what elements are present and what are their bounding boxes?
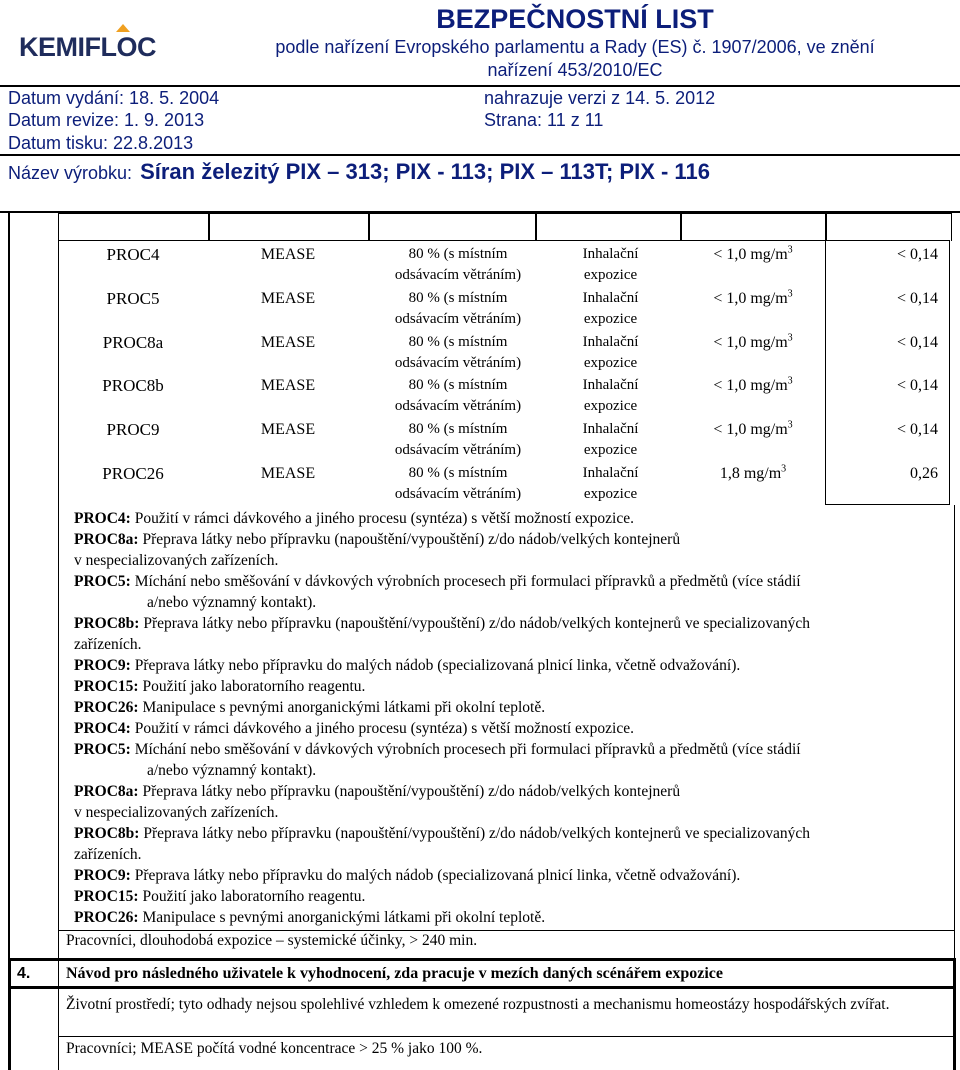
efficiency-line-1: 80 % (s místním	[408, 465, 508, 481]
proc-note-continuation: a/nebo významný kontakt).	[147, 762, 317, 779]
exposure-unit-exponent: 3	[781, 463, 787, 475]
proc-note	[74, 571, 948, 613]
regulation-line-1: podle nařízení Evropského parlamentu a Rady (ES) č. 1907/2006, ve znění	[275, 37, 875, 57]
proc-note-text: Přeprava látky nebo přípravku do malých nádob (specializovaná plnicí linka, včetně odvažování).	[130, 867, 741, 884]
print-date: Datum tisku: 22.8.2013	[8, 133, 194, 153]
proc-code: PROC8a	[102, 332, 164, 352]
route-line-1: Inhalační	[582, 289, 639, 306]
proc-note-code: PROC8b:	[74, 825, 140, 842]
proc-note-text: Přeprava látky nebo přípravku (napouštění/vypouštění) z/do nádob/velkých kontejnerů	[138, 531, 681, 548]
table-rule	[58, 240, 950, 241]
proc-note-text: Přeprava látky nebo přípravku do malých nádob (specializovaná plnicí linka, včetně odvažování).	[130, 657, 741, 674]
document-title: BEZPEČNOSTNÍ LIST	[436, 4, 714, 34]
route-line-1: Inhalační	[582, 377, 639, 394]
route-line-2: expozice	[583, 310, 638, 327]
exposure-unit-exponent: 3	[787, 244, 793, 256]
proc-note	[74, 865, 948, 886]
table-header-cell	[368, 213, 537, 241]
assessment-tool: MEASE	[260, 246, 316, 263]
table-header-cell	[208, 213, 370, 241]
proc-code: PROC8b	[102, 376, 164, 396]
proc-note-text: Přeprava látky nebo přípravku (napouštění/vypouštění) z/do nádob/velkých kontejnerů	[138, 783, 681, 800]
proc-note-code: PROC4:	[74, 510, 131, 527]
route-cell	[528, 244, 693, 288]
exposure-value	[678, 332, 828, 376]
proc-note	[74, 655, 948, 676]
route-cell	[528, 288, 693, 332]
table-header-cell	[825, 213, 952, 241]
efficiency-line-1: 80 % (s místním	[408, 421, 508, 438]
route-cell	[528, 419, 693, 463]
proc-note	[74, 739, 948, 781]
proc-note-text: Použití jako laboratorního reagentu.	[138, 888, 366, 905]
proc-note-text: Míchání nebo směšování v dávkových výrobních procesech při formulaci přípravků a předmětů (více stádií	[130, 573, 801, 590]
revision-date: Datum revize: 1. 9. 2013	[8, 110, 205, 130]
section-4-right-rule	[953, 958, 956, 1070]
proc-note	[74, 718, 948, 739]
exposure-value-text: 1,8 mg/m	[719, 465, 782, 482]
proc-note	[74, 823, 948, 865]
document-header	[0, 0, 960, 213]
assessment-tool: MEASE	[260, 465, 316, 482]
exposure-value-text: < 1,0 mg/m	[713, 289, 788, 307]
route-line-1: Inhalační	[582, 333, 639, 350]
header-divider	[0, 85, 960, 87]
table-header-cell	[680, 213, 827, 241]
proc-note-code: PROC5:	[74, 573, 131, 590]
exposure-value-text: < 1,0 mg/m	[713, 421, 788, 439]
workers-long-term-line: Pracovníci, dlouhodobá expozice – systemické účinky, > 240 min.	[66, 932, 478, 949]
proc-note	[74, 508, 948, 529]
table-row	[58, 463, 948, 507]
assessment-tool: MEASE	[260, 421, 316, 439]
proc-note-continuation: zařízeních.	[74, 636, 142, 653]
efficiency-line-2: odsávacím větráním)	[394, 486, 522, 502]
proc-note-code: PROC8b:	[74, 615, 140, 632]
proc-note-code: PROC15:	[74, 678, 139, 695]
efficiency-line-1: 80 % (s místním	[408, 333, 508, 350]
efficiency-line-1: 80 % (s místním	[408, 377, 508, 394]
section-4-top-rule	[8, 958, 956, 961]
replaces-version: nahrazuje verzi z 14. 5. 2012	[484, 88, 716, 108]
route-line-1: Inhalační	[582, 421, 639, 438]
exposure-unit-exponent: 3	[787, 288, 793, 300]
proc-note	[74, 781, 948, 823]
exposure-value-text: < 1,0 mg/m	[713, 377, 788, 395]
exposure-table	[58, 213, 950, 513]
section-4-workers-text: Pracovníci; MEASE počítá vodné koncentrace > 25 % jako 100 %.	[66, 1040, 483, 1057]
assessment-tool: MEASE	[260, 289, 316, 307]
table-row	[58, 332, 948, 376]
page-number: Strana: 11 z 11	[484, 110, 604, 130]
exposure-value	[678, 288, 828, 332]
proc-note-code: PROC26:	[74, 909, 139, 926]
proc-note-text: Míchání nebo směšování v dávkových výrobních procesech při formulaci přípravků a předmětů (více stádií	[130, 741, 801, 758]
proc-note	[74, 613, 948, 655]
logo-accent-icon	[116, 24, 130, 32]
exposure-unit-exponent: 3	[787, 332, 793, 344]
proc-note-text: Přeprava látky nebo přípravku (napouštění/vypouštění) z/do nádob/velkých kontejnerů ve specializovaných	[139, 615, 811, 632]
exposure-value-text: < 1,0 mg/m	[713, 333, 788, 351]
route-cell	[528, 332, 693, 376]
header-divider-2	[0, 154, 960, 156]
efficiency-line-2: odsávacím větráním)	[394, 398, 522, 415]
efficiency-line-2: odsávacím větráním)	[394, 354, 522, 371]
proc-note	[74, 907, 948, 928]
proc-code: PROC5	[106, 288, 160, 308]
assessment-tool: MEASE	[260, 333, 316, 351]
exposure-value	[678, 419, 828, 463]
table-row	[58, 419, 948, 463]
route-line-2: expozice	[583, 354, 638, 371]
product-name: Síran železitý PIX – 313; PIX - 113; PIX – 113T; PIX - 116	[140, 159, 710, 184]
section-4-environment-text: Životní prostředí; tyto odhady nejsou spolehlivé vzhledem k omezené rozpustnosti a mechanismu homeostázy hospodářských zvířat.	[66, 996, 890, 1013]
route-line-2: expozice	[583, 486, 638, 502]
exposure-value-text: < 1,0 mg/m	[713, 246, 788, 263]
notes-right-border	[954, 505, 955, 958]
proc-note	[74, 676, 948, 697]
section-4-title: Návod pro následného uživatele k vyhodnocení, zda pracuje v mezích daných scénářem expozice	[66, 965, 724, 982]
kemifloc-logo	[19, 24, 159, 68]
assessment-tool: MEASE	[260, 377, 316, 395]
proc-note-code: PROC4:	[74, 720, 131, 737]
section-4-title-rule	[8, 986, 956, 989]
proc-note-continuation: a/nebo významný kontakt).	[147, 594, 317, 611]
efficiency-line-2: odsávacím větráním)	[394, 310, 522, 327]
proc-note-text: Použití v rámci dávkového a jiného procesu (syntéza) s větší možností expozice.	[130, 510, 635, 527]
proc-note-text: Použití jako laboratorního reagentu.	[138, 678, 366, 695]
proc-note-continuation: v nespecializovaných zařízeních.	[74, 552, 279, 569]
regulation-line-2: nařízení 453/2010/EC	[487, 60, 663, 80]
proc-note-code: PROC8a:	[74, 531, 139, 548]
product-label: Název výrobku:	[8, 163, 133, 183]
exposure-unit-exponent: 3	[787, 376, 793, 388]
rcr-value: 0,26	[910, 465, 938, 482]
proc-note-text: Manipulace s pevnými anorganickými látkami při okolní teplotě.	[138, 699, 546, 716]
table-header-cell	[58, 213, 210, 241]
section-4-number: 4.	[17, 965, 31, 982]
notes-rule	[58, 930, 955, 931]
efficiency-line-1: 80 % (s místním	[408, 289, 508, 306]
table-row	[58, 288, 948, 332]
section-4-left-rule	[8, 958, 11, 1070]
route-line-2: expozice	[583, 267, 638, 283]
rcr-value: < 0,14	[896, 289, 938, 307]
product-name-line	[8, 159, 710, 185]
rcr-value: < 0,14	[896, 377, 938, 395]
route-line-2: expozice	[583, 398, 638, 415]
exposure-value	[678, 375, 828, 419]
table-right-border	[949, 240, 950, 505]
logo-wordmark: KEMIFLOC	[19, 32, 156, 62]
exposure-value	[678, 244, 828, 288]
efficiency-line-2: odsávacím větráním)	[394, 267, 522, 283]
route-cell	[528, 375, 693, 419]
proc-note-text: Použití v rámci dávkového a jiného procesu (syntéza) s větší možností expozice.	[130, 720, 635, 737]
proc-note	[74, 529, 948, 571]
exposure-unit-exponent: 3	[787, 419, 793, 431]
proc-note-code: PROC26:	[74, 699, 139, 716]
route-line-1: Inhalační	[582, 246, 639, 262]
proc-note	[74, 697, 948, 718]
table-row	[58, 375, 948, 419]
section-4-row-rule	[58, 1036, 955, 1037]
proc-note-code: PROC9:	[74, 657, 131, 674]
route-line-1: Inhalační	[582, 465, 639, 481]
efficiency-line-2: odsávacím větráním)	[394, 442, 522, 459]
table-row	[58, 244, 948, 288]
proc-code: PROC26	[102, 464, 164, 483]
notes-left-border	[58, 505, 59, 958]
route-line-2: expozice	[583, 442, 638, 459]
rcr-value: < 0,14	[896, 246, 938, 263]
proc-note-code: PROC8a:	[74, 783, 139, 800]
proc-note-text: Přeprava látky nebo přípravku (napouštění/vypouštění) z/do nádob/velkých kontejnerů ve specializovaných	[139, 825, 811, 842]
proc-code: PROC9	[106, 420, 160, 440]
table-header-cell	[535, 213, 682, 241]
rcr-value: < 0,14	[896, 333, 938, 351]
proc-code: PROC4	[106, 245, 160, 264]
proc-note-continuation: zařízeních.	[74, 846, 142, 863]
route-cell	[528, 463, 693, 507]
exposure-value	[678, 463, 828, 507]
efficiency-line-1: 80 % (s místním	[408, 246, 508, 262]
rcr-value: < 0,14	[896, 421, 938, 439]
section-4-column-rule	[58, 961, 59, 1070]
page-frame-left	[8, 213, 10, 958]
proc-note-code: PROC15:	[74, 888, 139, 905]
proc-note	[74, 886, 948, 907]
proc-note-continuation: v nespecializovaných zařízeních.	[74, 804, 279, 821]
proc-note-code: PROC5:	[74, 741, 131, 758]
proc-note-code: PROC9:	[74, 867, 131, 884]
issue-date: Datum vydání: 18. 5. 2004	[8, 88, 220, 108]
proc-note-text: Manipulace s pevnými anorganickými látkami při okolní teplotě.	[138, 909, 546, 926]
proc-descriptions	[74, 508, 948, 928]
